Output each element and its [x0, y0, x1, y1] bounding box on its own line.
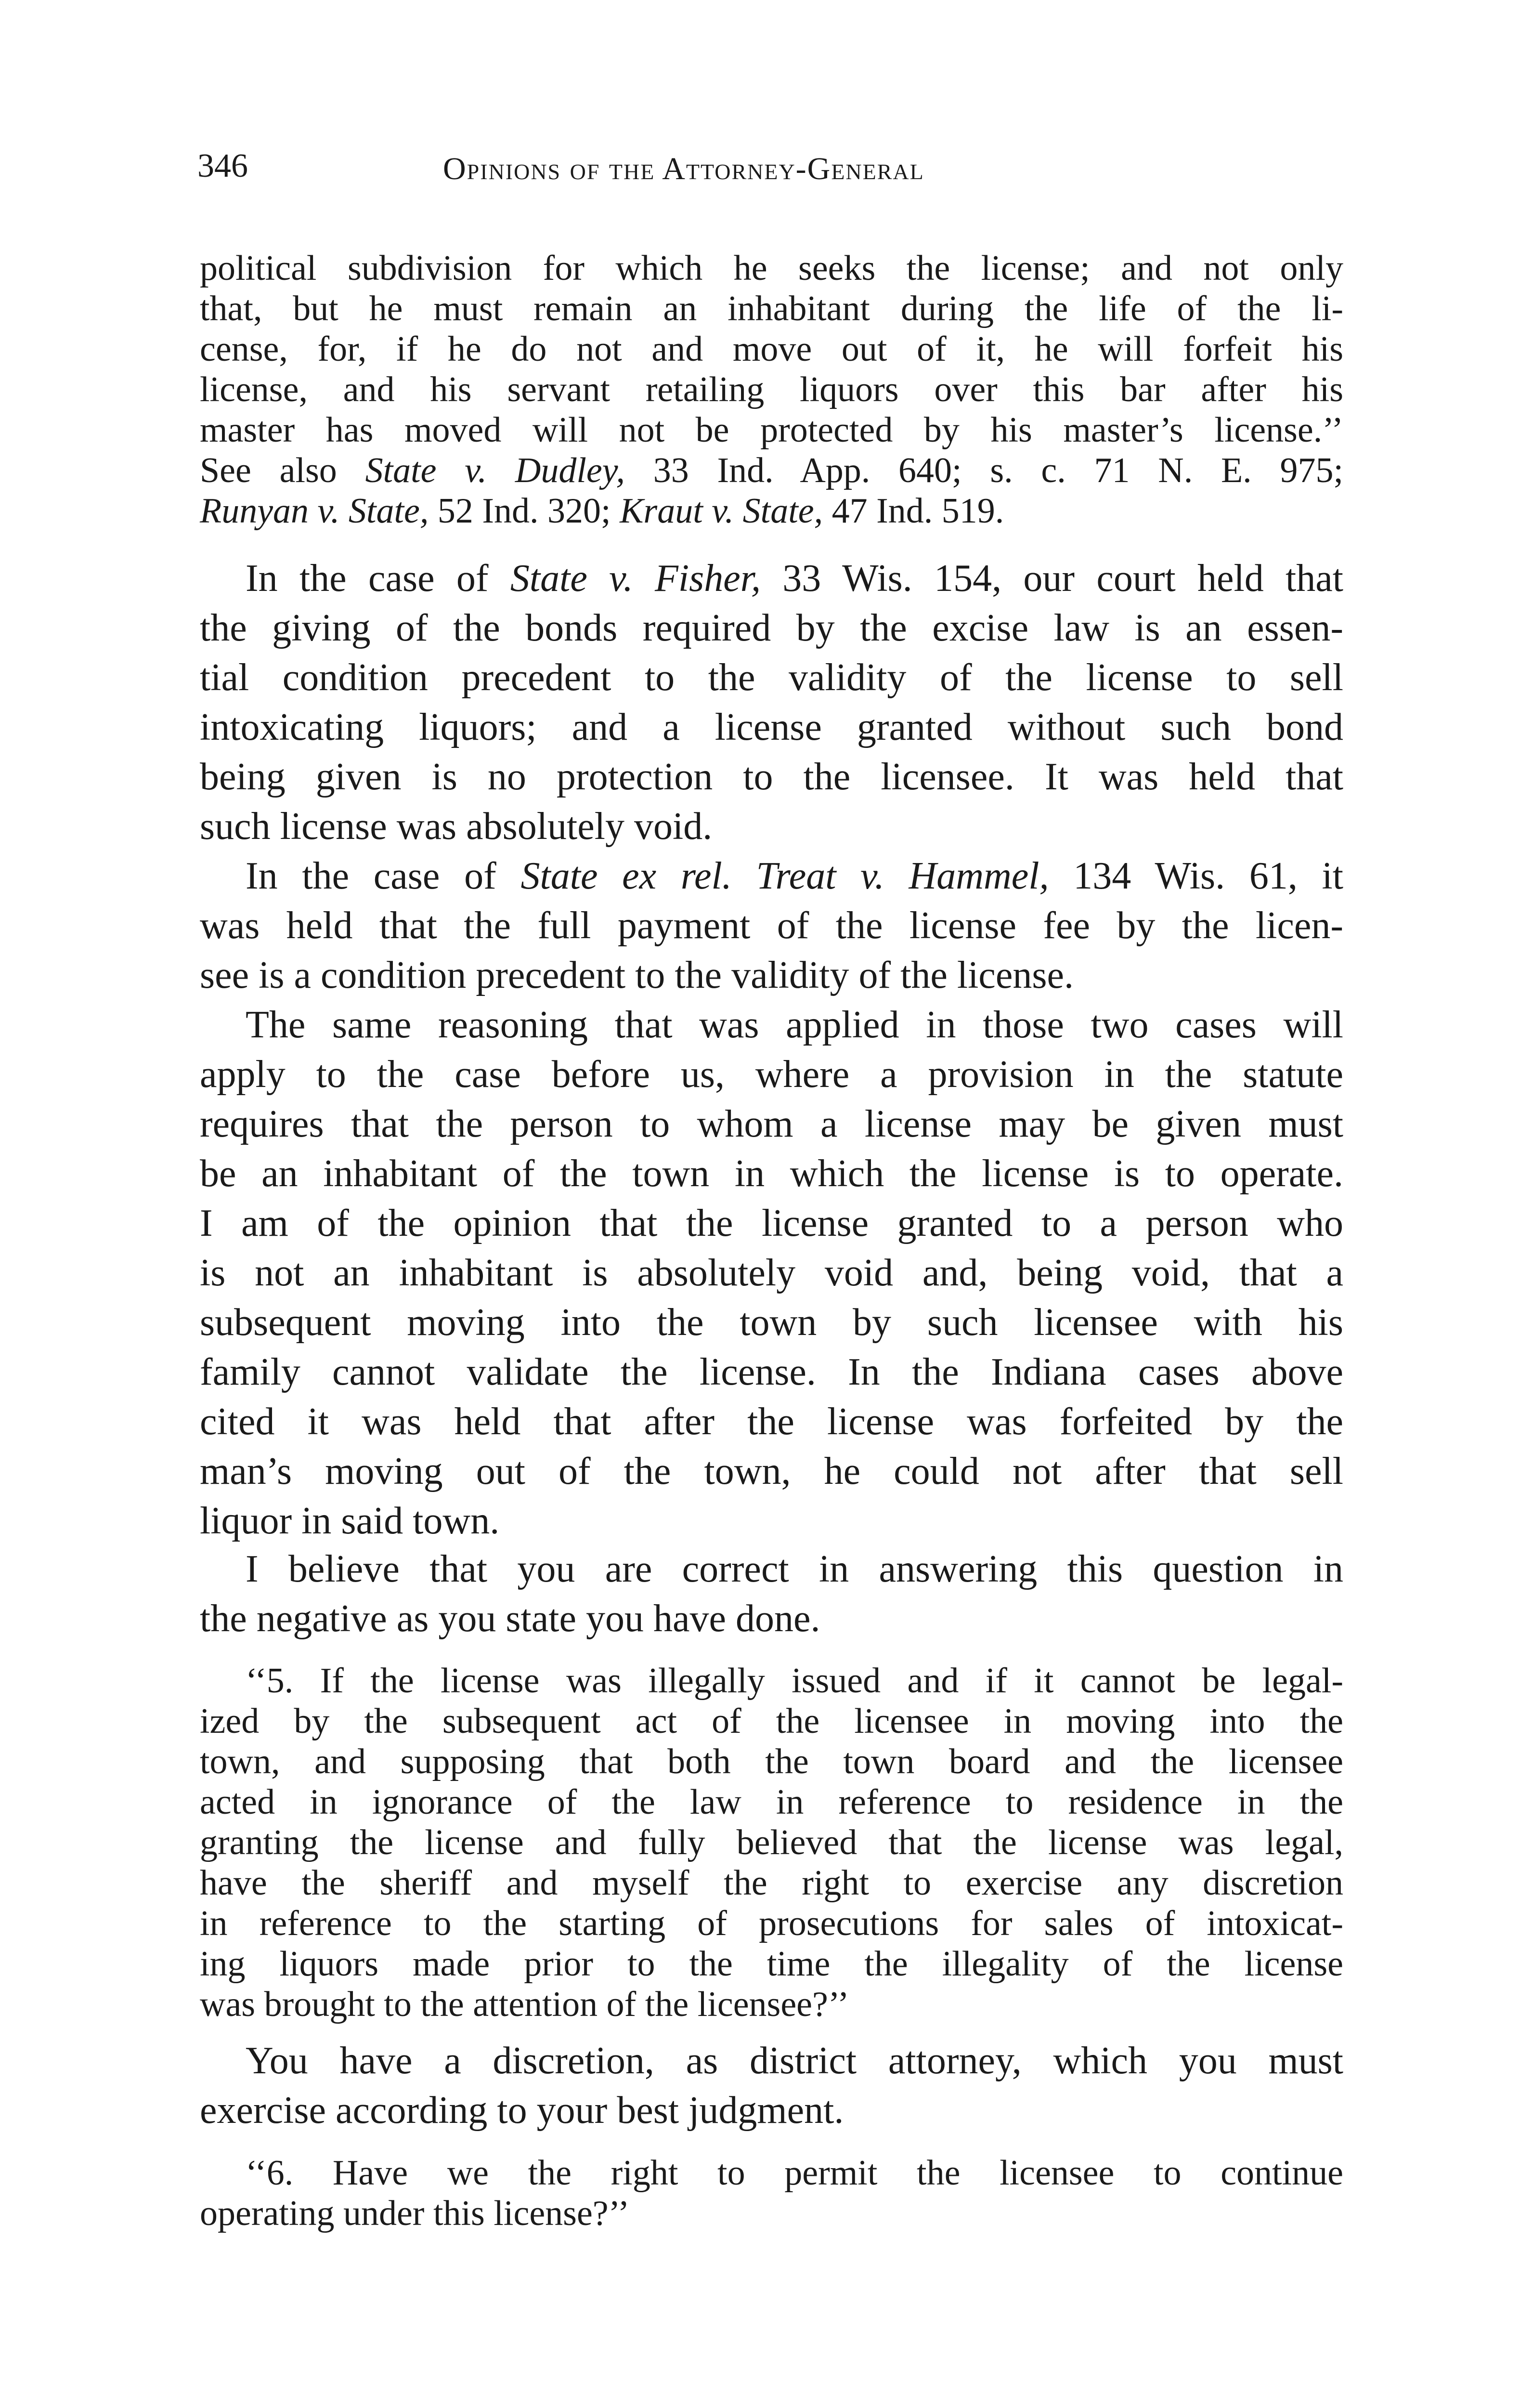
text-line [200, 554, 1343, 603]
text-span: 134 Wis. 61, it [1049, 855, 1344, 897]
paragraph-hammel [200, 851, 1343, 1000]
text-line [200, 851, 1343, 901]
text-line: requires that the person to whom a license may be given must [200, 1103, 1343, 1145]
text-span: In the case of [246, 855, 521, 897]
see-also-prefix: See also [200, 451, 365, 490]
case-name: State v. Dudley, [365, 451, 625, 490]
text-line: intoxicating liquors; and a license granted without such bond [200, 706, 1343, 748]
text-line: the giving of the bonds required by the excise law is an essen- [200, 607, 1343, 649]
text-line: was brought to the attention of the licensee?’’ [200, 1985, 849, 2024]
case-name: Runyan v. State, [200, 491, 429, 531]
text-line: ing liquors made prior to the time the illegality of the license [200, 1944, 1343, 1984]
text-span: 33 Wis. 154, our court held that [760, 557, 1343, 600]
running-head: Opinions of the Attorney-General [443, 151, 924, 186]
case-citation: 47 Ind. 519. [823, 491, 1004, 531]
text-line: family cannot validate the license. In the Indiana cases above [200, 1351, 1343, 1393]
case-name: Kraut v. State, [620, 491, 823, 531]
text-line: is not an inhabitant is absolutely void and, being void, that a [200, 1252, 1343, 1294]
text-line: ‘‘5. If the license was illegally issued and if it cannot be legal- [246, 1661, 1343, 1701]
text-line: be an inhabitant of the town in which the license is to operate. [200, 1152, 1343, 1195]
text-line: ‘‘6. Have we the right to permit the licensee to continue [246, 2153, 1343, 2193]
question-5 [200, 1661, 1343, 2025]
text-line: The same reasoning that was applied in those two cases will [246, 1004, 1343, 1046]
citation-line [200, 450, 1343, 491]
case-citation: 52 Ind. 320; [429, 491, 620, 531]
text-line: such license was absolutely void. [200, 805, 713, 848]
text-line: town, and supposing that both the town board and the licensee [200, 1742, 1343, 1781]
text-line: tial condition precedent to the validity of the license to sell [200, 656, 1343, 699]
paragraph-fisher [200, 554, 1343, 851]
text-line: master has moved will not be protected by his master’s license.’’ [200, 410, 1343, 450]
text-line: exercise according to your best judgment. [200, 2089, 844, 2132]
text-line: being given is no protection to the licensee. It was held that [200, 756, 1343, 798]
text-line: subsequent moving into the town by such licensee with his [200, 1301, 1343, 1344]
paragraph-believe [200, 1544, 1343, 1644]
text-line: acted in ignorance of the law in reference to residence in the [200, 1782, 1343, 1822]
text-line: in reference to the starting of prosecutions for sales of intoxicat- [200, 1904, 1343, 1943]
text-line: license, and his servant retailing liquors over this bar after his [200, 370, 1343, 409]
paragraph-reasoning [200, 1000, 1343, 1546]
text-line: cense, for, if he do not and move out of it, he will forfeit his [200, 329, 1343, 369]
text-line: man’s moving out of the town, he could not after that sell [200, 1450, 1343, 1492]
text-line: apply to the case before us, where a provision in the statute [200, 1053, 1343, 1096]
text-line: political subdivision for which he seeks the license; and not only [200, 249, 1343, 288]
text-line: was held that the full payment of the license fee by the licen- [200, 904, 1343, 947]
text-line: cited it was held that after the license was forfeited by the [200, 1400, 1343, 1443]
text-line: see is a condition precedent to the validity of the license. [200, 954, 1074, 996]
answer-5 [200, 2036, 1343, 2135]
text-line: granting the license and fully believed that the license was legal, [200, 1823, 1343, 1862]
text-span: In the case of [246, 557, 510, 600]
text-line: the negative as you state you have done. [200, 1597, 820, 1640]
text-line: I am of the opinion that the license granted to a person who [200, 1202, 1343, 1244]
question-6 [200, 2153, 1343, 2234]
text-line: ized by the subsequent act of the licensee in moving into the [200, 1701, 1343, 1741]
case-citation: 33 Ind. App. 640; s. c. 71 N. E. 975; [625, 451, 1343, 490]
text-line: You have a discretion, as district attorney, which you must [246, 2040, 1343, 2082]
quote-continuation [200, 248, 1343, 531]
page-number: 346 [197, 147, 248, 184]
text-line: liquor in said town. [200, 1500, 500, 1542]
text-line: I believe that you are correct in answering this question in [246, 1548, 1343, 1590]
text-line: that, but he must remain an inhabitant during the life of the li- [200, 289, 1343, 328]
case-name: State v. Fisher, [510, 557, 761, 600]
case-name: State ex rel. Treat v. Hammel, [520, 855, 1049, 897]
text-line: have the sheriff and myself the right to exercise any discretion [200, 1863, 1343, 1903]
citation-line [200, 491, 1343, 531]
text-line: operating under this license?’’ [200, 2194, 630, 2233]
